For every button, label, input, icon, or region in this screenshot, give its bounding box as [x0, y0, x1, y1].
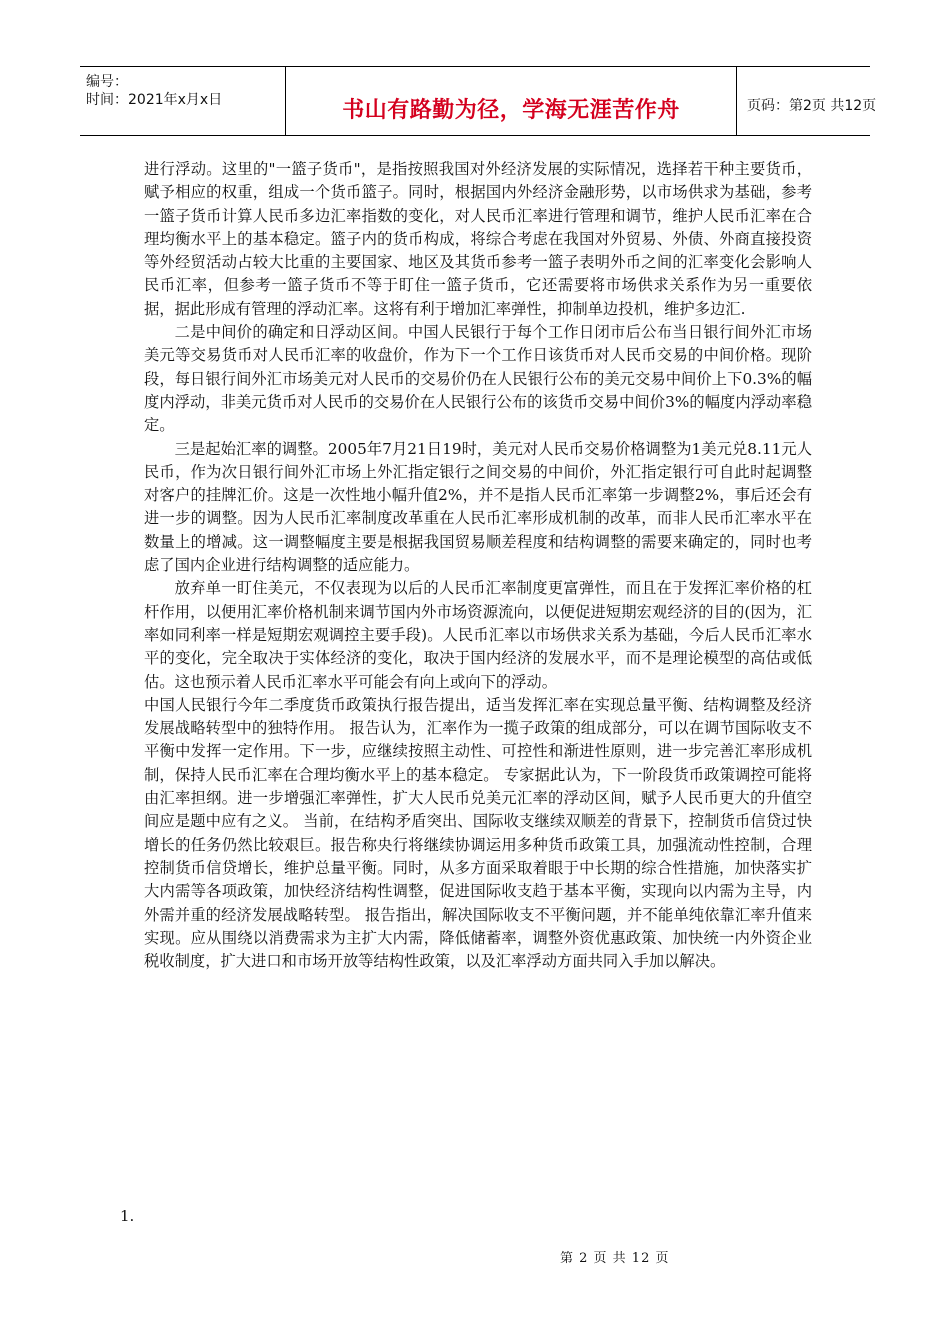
header-page-cell — [737, 67, 877, 135]
body-paragraph-4: 放弃单一盯住美元，不仅表现为以后的人民币汇率制度更富弹性，而且在于发挥汇率价格的杠杆作用，以便用汇率价格机制来调节国内外市场资源流向，以便促进短期宏观经济的目的(因为，汇率如同利率一样是短期宏观调控主要手段)。人民币汇率以市场供求关系为基础，今后人民币汇率水平的变化，完全取决于实体经济的变化，取决于国内经济的发展水平，而不是理论模型的高估或低估。这也预示着人民币汇率水平可能会有向上或向下的浮动。 — [144, 579, 812, 691]
body-paragraph-3: 三是起始汇率的调整。2005年7月21日19时，美元对人民币交易价格调整为1美元兑8.11元人民币，作为次日银行间外汇市场上外汇指定银行之间交易的中间价，外汇指定银行可自此时起调整对客户的挂牌汇价。这是一次性地小幅升值2%，并不是指人民币汇率第一步调整2%，事后还会有进一步的调整。因为人民币汇率制度改革重在人民币汇率形成机制的改革，而非人民币汇率水平在数量上的增减。这一调整幅度主要是根据我国贸易顺差程度和结构调整的需要来确定的，同时也考虑了国内企业进行结构调整的适应能力。 — [144, 439, 812, 575]
body-paragraph-5: 中国人民银行今年二季度货币政策执行报告提出，适当发挥汇率在实现总量平衡、结构调整及经济发展战略转型中的独特作用。 报告认为，汇率作为一揽子政策的组成部分，可以在调节国际收支不平衡中发挥一定作用。下一步，应继续按照主动性、可控性和渐进性原则，进一步完善汇率形成机制，保持人民币汇率在合理均衡水平上的基本稳定。 专家据此认为，下一阶段货币政策调控可能将由汇率担纲。进一步增强汇率弹性，扩大人民币兑美元汇率的浮动区间，赋予人民币更大的升值空间应是题中应有之义。 当前，在结构矛盾突出、国际收支继续双顺差的背景下，控制货币信贷过快增长的任务仍然比较艰巨。报告称央行将继续协调运用多种货币政策工具，加强流动性控制，合理控制货币信贷增长，维护总量平衡。同时，从多方面采取着眼于中长期的综合性措施，加快落实扩大内需等各项政策，加快经济结构性调整，促进国际收支趋于基本平衡，实现向以内需为主导，内外需并重的经济发展战略转型。 报告指出，解决国际收支不平衡问题，并不能单纯依靠汇率升值来实现。应从围绕以消费需求为主扩大内需，降低储蓄率，调整外资优惠政策、加快统一内外资企业税收制度，扩大进口和市场开放等结构性政策，以及汇率浮动方面共同入手加以解决。 — [144, 695, 812, 971]
document-body — [144, 158, 812, 973]
header-motto: 书山有路勤为径，学海无涯苦作舟 — [342, 98, 680, 123]
header-page-code: 页码：第2页 共12页 — [747, 98, 877, 114]
body-paragraph-1: 进行浮动。这里的"一篮子货币"，是指按照我国对外经济发展的实际情况，选择若干种主要货币，赋予相应的权重，组成一个货币篮子。同时，根据国内外经济金融形势，以市场供求为基础，参考一篮子货币计算人民币多边汇率指数的变化，对人民币汇率进行管理和调节，维护人民币汇率在合理均衡水平上的基本稳定。篮子内的货币构成，将综合考虑在我国对外贸易、外债、外商直接投资等外经贸活动占较大比重的主要国家、地区及其货币参考一篮子表明外币之间的汇率变化会影响人民币汇率，但参考一篮子货币不等于盯住一篮子货币，它还需要将市场供求关系作为另一重要依据，据此形成有管理的浮动汇率。这将有利于增加汇率弹性，抑制单边投机，维护多边汇. — [144, 160, 812, 318]
document-number-label: 编号： — [86, 74, 128, 90]
list-marker: 1. — [120, 1207, 135, 1225]
page-header — [80, 66, 877, 136]
body-paragraph-2: 二是中间价的确定和日浮动区间。中国人民银行于每个工作日闭市后公布当日银行间外汇市场美元等交易货币对人民币汇率的收盘价，作为下一个工作日该货币对人民币交易的中间价格。现阶段，每日银行间外汇市场美元对人民币的交易价仍在人民银行公布的美元交易中间价上下0.3%的幅度内浮动，非美元货币对人民币的交易价在人民银行公布的该货币交易中间价3%的幅度内浮动率稳定。 — [144, 323, 812, 435]
header-meta — [80, 67, 285, 135]
header-motto-cell — [285, 67, 737, 135]
page-footer: 第 2 页 共 12 页 — [560, 1251, 670, 1266]
document-time-label: 时间：2021年x月x日 — [86, 92, 223, 108]
